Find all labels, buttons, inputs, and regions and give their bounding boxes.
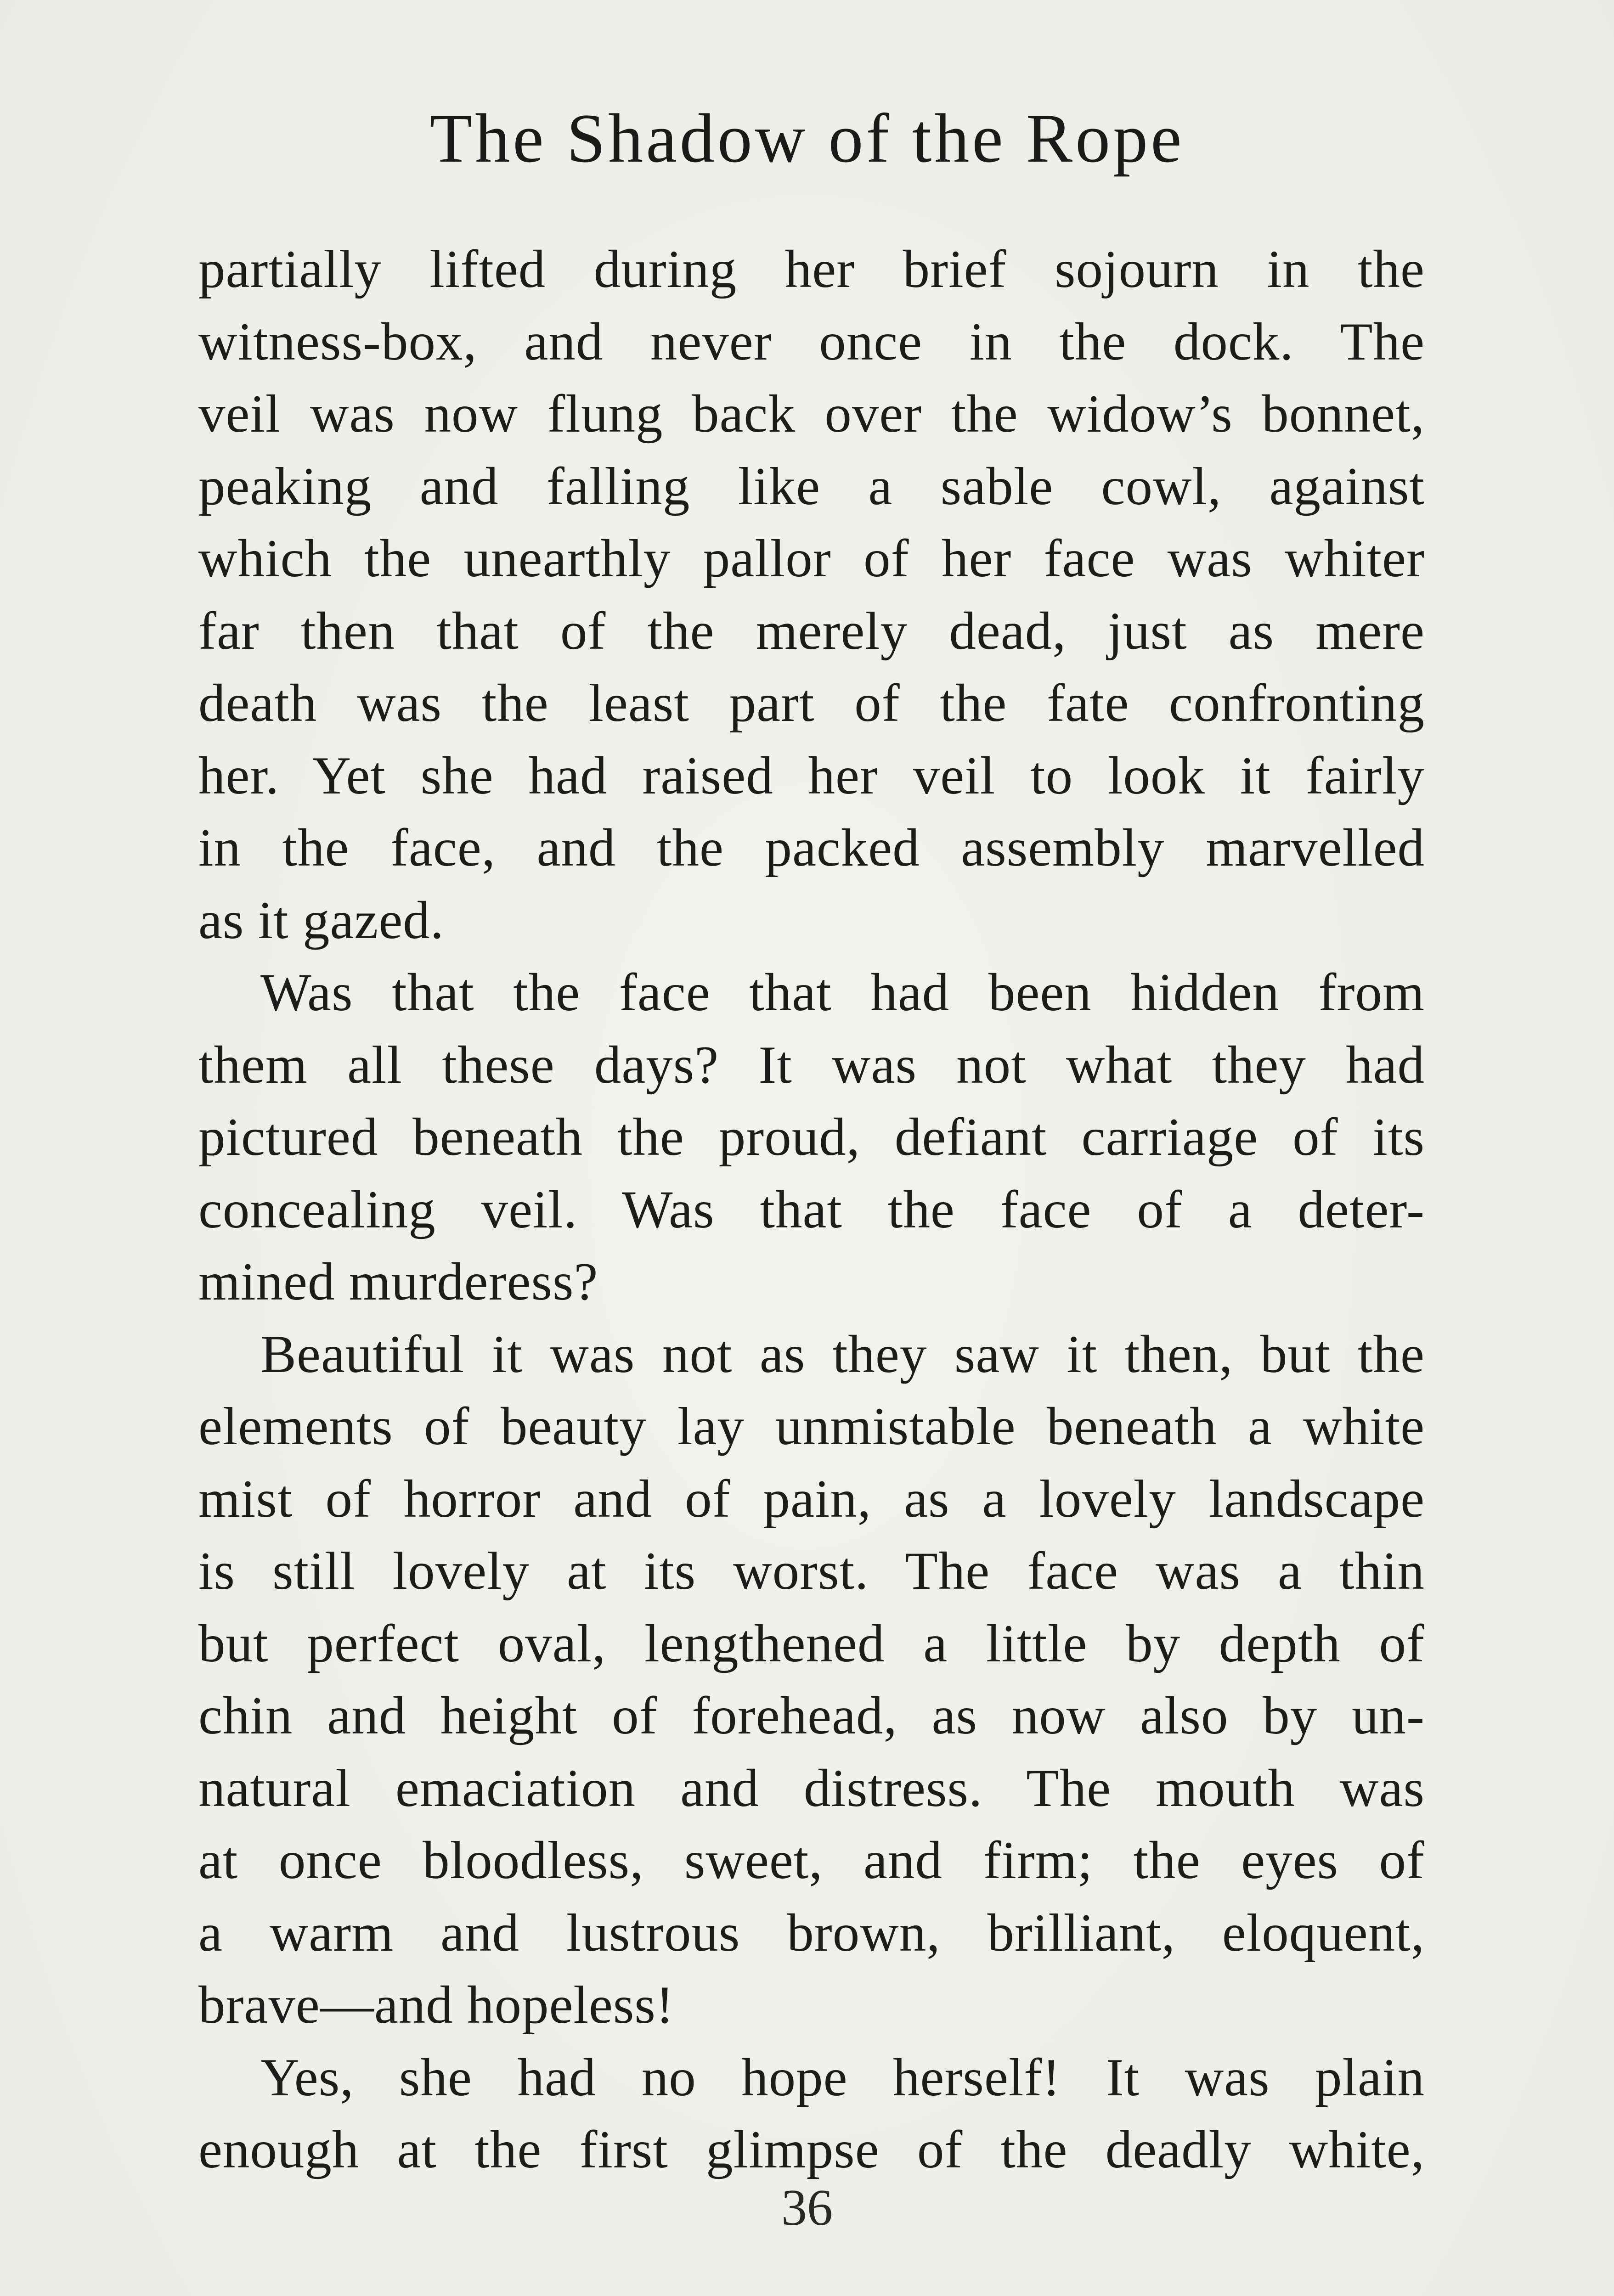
text-line: mist of horror and of pain, as a lovely landscape bbox=[198, 1469, 1425, 1529]
page-number: 36 bbox=[781, 2179, 833, 2236]
text-line: as it gazed. bbox=[198, 890, 445, 950]
text-line: is still lovely at its worst. The face was a thin bbox=[198, 1542, 1425, 1601]
text-line: mined murderess? bbox=[198, 1252, 598, 1311]
text-line: them all these days? It was not what they had bbox=[198, 1035, 1425, 1095]
text-line: Beautiful it was not as they saw it then, but the bbox=[260, 1324, 1425, 1384]
body-text bbox=[198, 233, 1425, 2186]
text-line: Yes, she had no hope herself! It was plain bbox=[260, 2048, 1425, 2107]
text-line: at once bloodless, sweet, and firm; the eyes of bbox=[198, 1831, 1425, 1890]
text-line: enough at the first glimpse of the deadly white, bbox=[198, 2120, 1425, 2179]
text-line: Was that the face that had been hidden from bbox=[260, 963, 1425, 1022]
text-line: a warm and lustrous brown, brilliant, eloquent, bbox=[198, 1903, 1425, 1963]
text-line: brave—and hopeless! bbox=[198, 1975, 674, 2035]
text-line: far then that of the merely dead, just as mere bbox=[198, 601, 1425, 661]
text-line: in the face, and the packed assembly marvelled bbox=[198, 818, 1425, 878]
text-line: chin and height of forehead, as now also by un- bbox=[198, 1686, 1425, 1745]
text-line: peaking and falling like a sable cowl, against bbox=[198, 456, 1425, 516]
text-line: her. Yet she had raised her veil to look it fairly bbox=[198, 746, 1425, 805]
text-line: elements of beauty lay unmistable beneath a white bbox=[198, 1397, 1425, 1456]
text-line: natural emaciation and distress. The mouth was bbox=[198, 1758, 1425, 1818]
text-line: which the unearthly pallor of her face was whiter bbox=[198, 529, 1425, 588]
running-head: The Shadow of the Rope bbox=[429, 100, 1185, 177]
text-line: but perfect oval, lengthened a little by depth of bbox=[198, 1614, 1425, 1673]
text-line: veil was now flung back over the widow’s bonnet, bbox=[198, 384, 1425, 444]
text-line: concealing veil. Was that the face of a deter- bbox=[198, 1180, 1425, 1239]
text-line: pictured beneath the proud, defiant carriage of its bbox=[198, 1108, 1425, 1167]
text-line: death was the least part of the fate confronting bbox=[198, 674, 1425, 733]
text-line: partially lifted during her brief sojourn in the bbox=[198, 240, 1425, 299]
text-line: witness-box, and never once in the dock. The bbox=[198, 312, 1425, 371]
